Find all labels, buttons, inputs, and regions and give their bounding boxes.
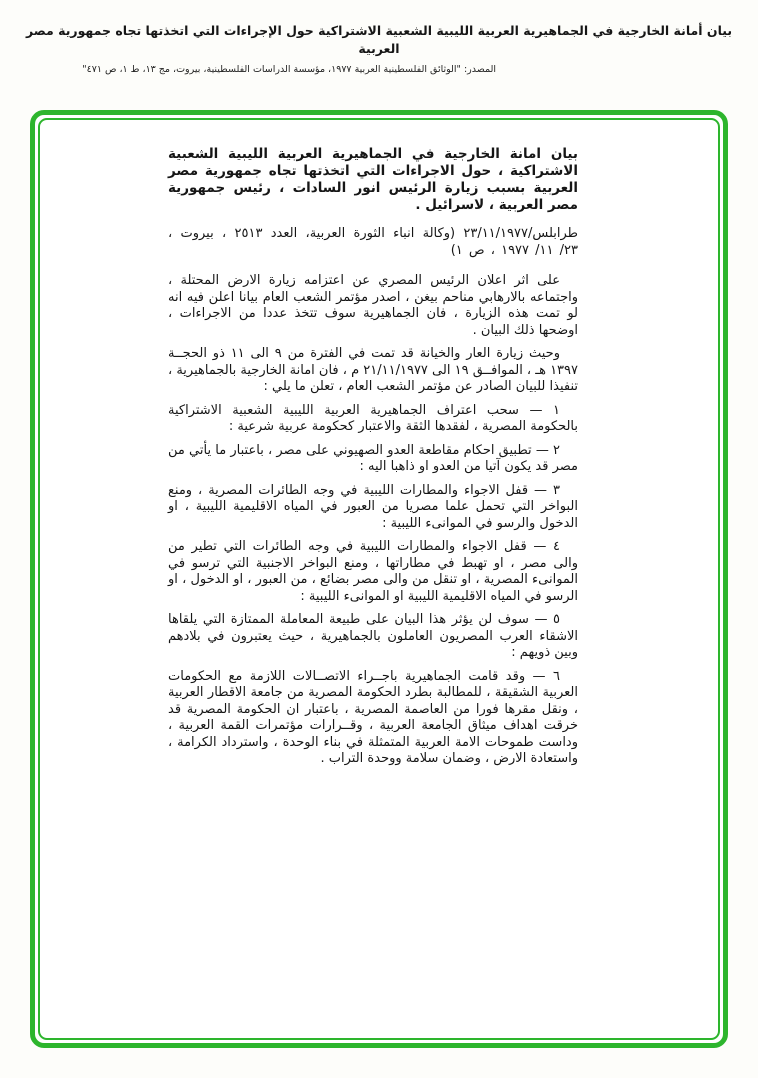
- paragraph-item-2: ٢ — تطبيق احكام مقاطعة العدو الصهيوني على مصر ، باعتبار ما يأتي من مصر قد يكون آتيا من العدو او ذاهبا اليه :: [168, 442, 578, 474]
- document-dateline: طرابلس/٢٣/١١/١٩٧٧ (وكالة انباء الثورة العربية، العدد ٢٥١٣ ، بيروت ، ٢٣/ ١١/ ١٩٧٧ ، ص ١): [168, 226, 578, 258]
- document-frame: [30, 110, 728, 1048]
- paragraph-preamble: وحيث زيارة العار والخيانة قد تمت في الفترة من ٩ الى ١١ ذو الحجــة ١٣٩٧ هـ ، الموافــق ١٩ الى ٢١/١١/١٩٧٧ م ، فان امانة الخارجية بالجماهيرية ، تنفيذا للبيان الصادر عن مؤتمر الشعب العام ، تعلن ما يلي :: [168, 346, 578, 394]
- paragraph-item-3: ٣ — قفل الاجواء والمطارات الليبية في وجه الطائرات المصرية ، ومنع البواخر التي تحمل علما مصريا من العبور في المياه الاقليمية الليبية ، او الدخول والرسو في الموانىء الليبية :: [168, 482, 578, 531]
- header-source-line: المصدر: "الوثائق الفلسطينية العربية ١٩٧٧، مؤسسة الدراسات الفلسطينية، بيروت، مج ١٣، ط ١، ص ٤٧١": [82, 64, 496, 76]
- paragraph-intro: على اثر اعلان الرئيس المصري عن اعتزامه زيارة الارض المحتلة ، واجتماعه بالارهابي مناحم بيغن ، اصدر مؤتمر الشعب العام بيانا اعلن فيه انه لو تمت هذه الزيارة ، فان الجماهيرية سوف تتخذ عددا من الاجراءات ، اوضحها ذلك البيان .: [168, 273, 578, 338]
- document-body: [40, 120, 718, 768]
- header-title: بيان أمانة الخارجية في الجماهيرية العربية الليبية الشعبية الاشتراكية حول الإجراءات التي اتخذتها تجاه جمهورية مصر العربية: [25, 23, 733, 57]
- document-title: بيان امانة الخارجية في الجماهيرية العربية الليبية الشعبية الاشتراكية ، حول الاجراءات التي اتخذتها تجاه جمهورية مصر العربية بسبب زيارة الرئيس انور السادات ، رئيس جمهورية مصر العربية ، لاسرائيل .: [168, 146, 578, 213]
- paragraph-item-4: ٤ — قفل الاجواء والمطارات الليبية في وجه الطائرات التي تطير من والى مصر ، او تهبط في مطاراتها ، ومنع البواخر الاجنبية التي ترسو في الموانىء المصرية ، او تنقل من والى مصر بضائع ، من العبور ، او الدخول ، او الرسو في المياه الاقليمية الليبية او الموانىء الليبية :: [168, 539, 578, 604]
- paragraph-item-5: ٥ — سوف لن يؤثر هذا البيان على طبيعة المعاملة الممتازة التي يلقاها الاشقاء العرب المصريون العاملون بالجماهيرية ، حيث يعتبرون في بلادهم وبين ذويهم :: [168, 612, 578, 660]
- document-frame-inner: [38, 118, 720, 1040]
- page-header: [0, 0, 758, 75]
- paragraph-item-1: ١ — سحب اعتراف الجماهيرية العربية الليبية الشعبية الاشتراكية بالحكومة المصرية ، لفقدها الثقة والاعتبار كحكومة عربية شرعية :: [168, 402, 578, 434]
- paragraph-item-6: ٦ — وقد قامت الجماهيرية باجــراء الاتصــالات اللازمة مع الحكومات العربية الشقيقة ، للمطالبة بطرد الحكومة المصرية من جامعة الاقطار العربية ، ونقل مقرها فورا من العاصمة المصرية ، باعتبار ان الحكومة المصرية قد خرقت اهداف ميثاق الجامعة العربية ، وقــرارات مؤتمرات القمة العربية ، وداست طموحات الامة العربية المتمثلة في بناء الوحدة ، واسترداد الكرامة ، واستعادة الارض ، وضمان سلامة ووحدة التراب .: [168, 668, 578, 766]
